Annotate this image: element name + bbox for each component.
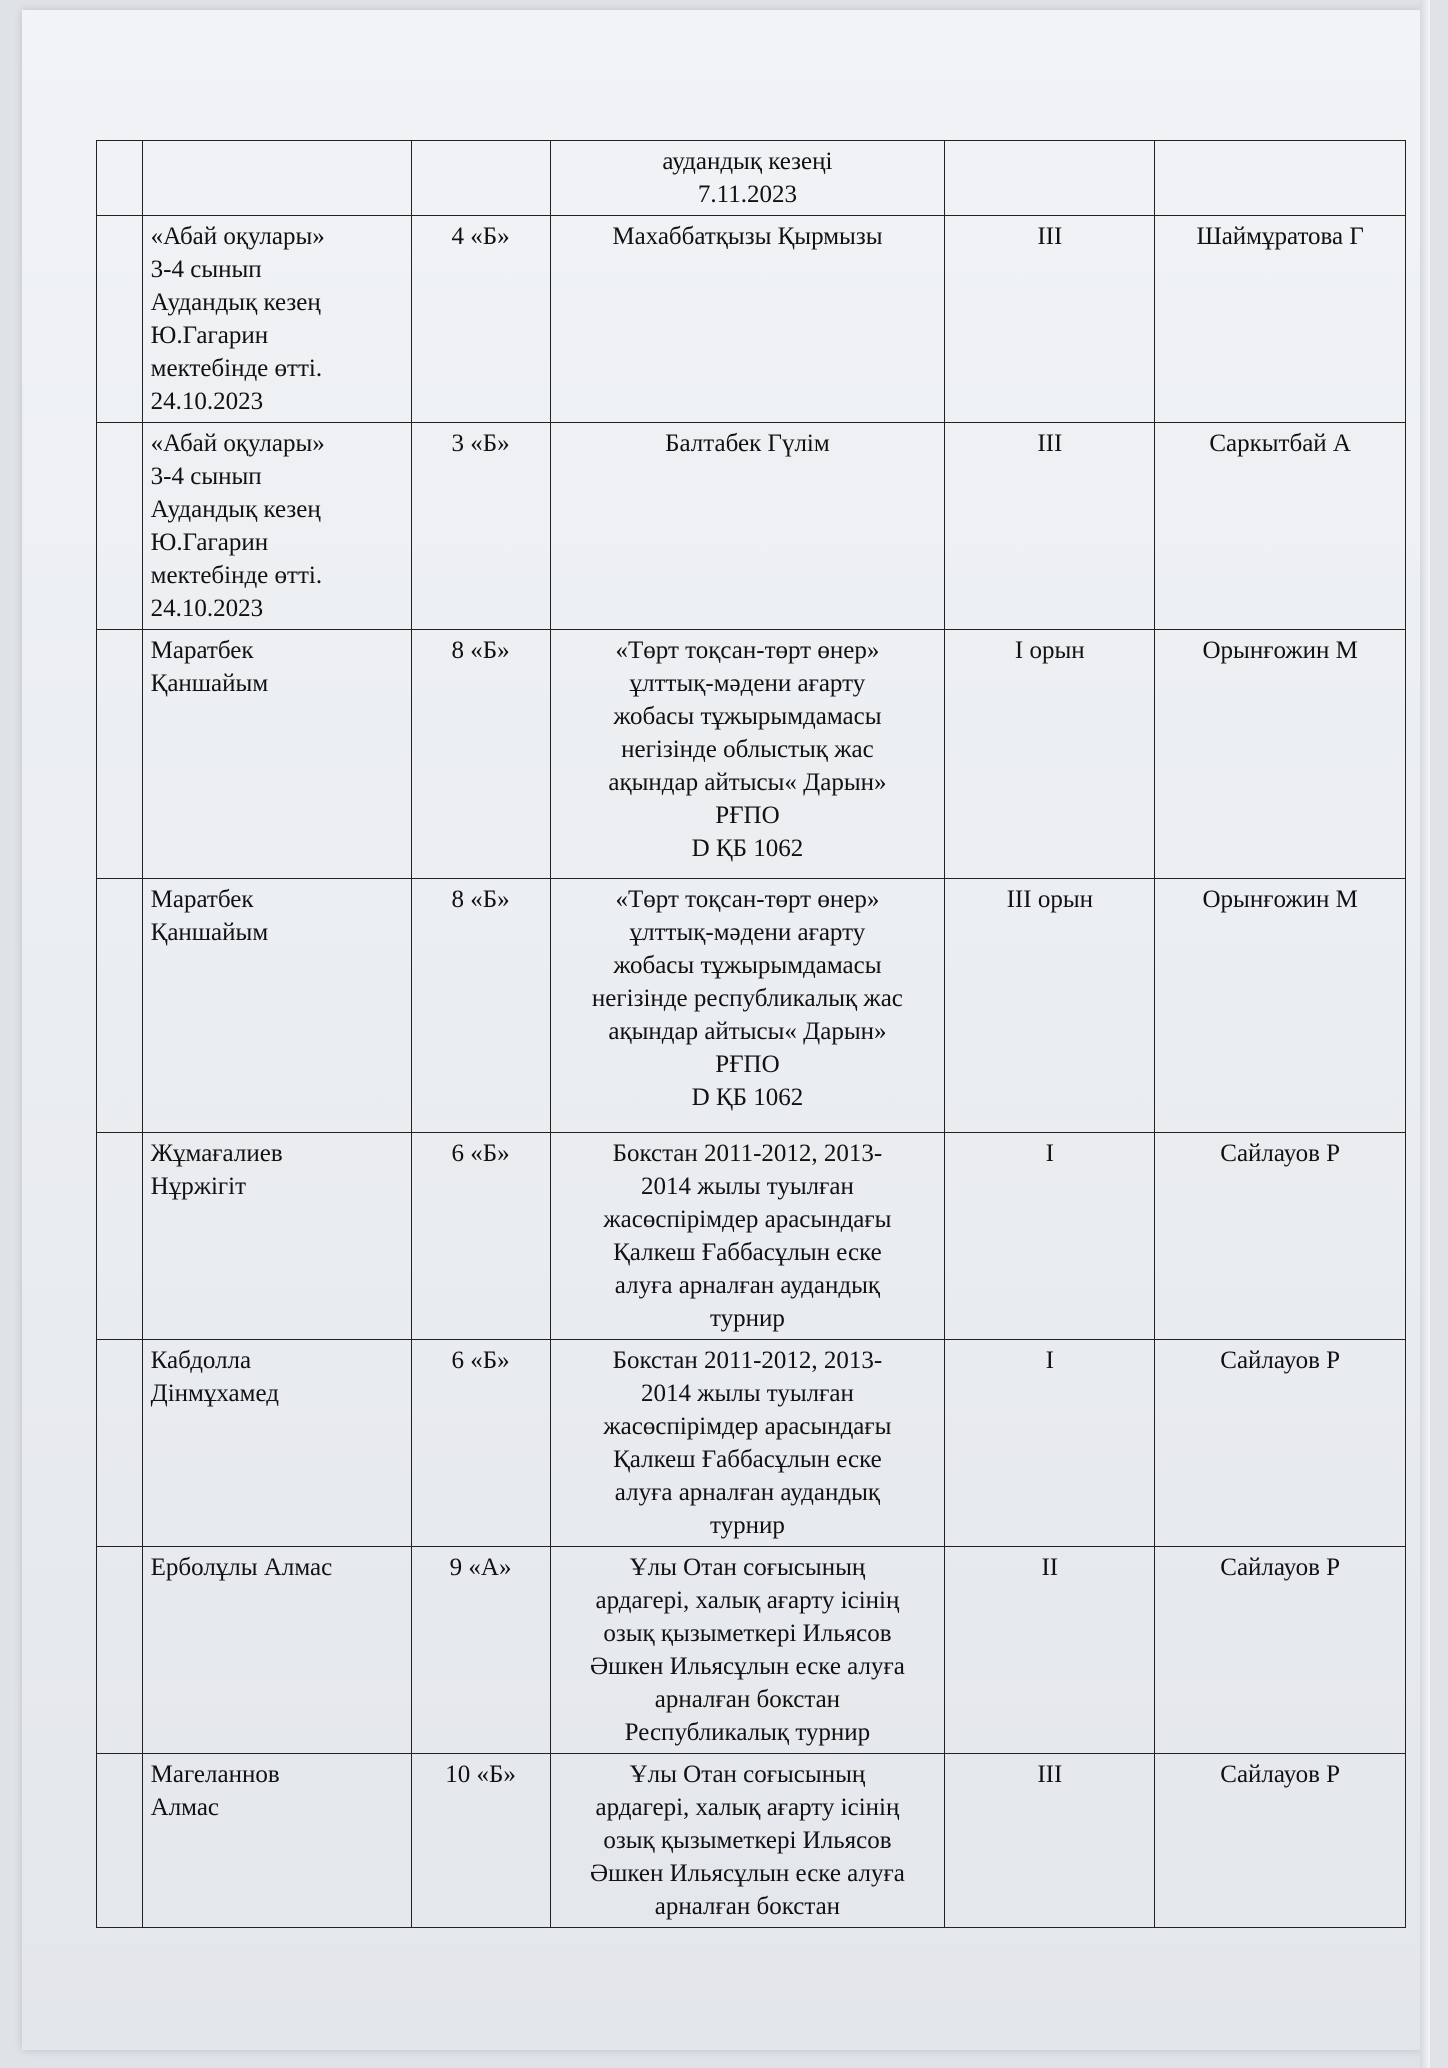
table-row (97, 216, 1406, 423)
name-line: Дінмұхамед (150, 1380, 279, 1407)
event-line: негізінде облыстық жас (621, 736, 874, 763)
event-cell (550, 141, 945, 216)
name-line: Маратбек (150, 886, 254, 913)
event-line: Қалкеш Ғаббасұлын еске (613, 1446, 882, 1473)
awards-table (96, 140, 1406, 1928)
table-row (97, 1340, 1406, 1547)
class-cell: 6 «Б» (411, 1133, 550, 1340)
name-line: мектебінде өтті. (150, 355, 323, 382)
number-cell (97, 1340, 143, 1547)
event-line: Балтабек Гүлім (665, 430, 830, 457)
teacher-cell: Саркытбай А (1155, 423, 1406, 630)
event-cell (550, 216, 945, 423)
name-line: Ерболұлы Алмас (150, 1554, 333, 1581)
event-cell (550, 423, 945, 630)
number-cell (97, 879, 143, 1133)
event-line: 2014 жылы туылған (640, 1380, 854, 1407)
class-cell: 6 «Б» (411, 1340, 550, 1547)
event-line: Махаббатқызы Қырмызы (612, 223, 883, 250)
student-cell (142, 630, 411, 879)
event-line: турнир (709, 1305, 785, 1332)
student-cell (142, 1547, 411, 1754)
table-row (97, 1754, 1406, 1928)
event-line: ақындар айтысы« Дарын» (608, 769, 887, 796)
place-cell: III (945, 216, 1155, 423)
name-line: Қаншайым (150, 919, 269, 946)
place-cell: III (945, 423, 1155, 630)
event-line: Бокстан 2011-2012, 2013- (612, 1347, 883, 1374)
place-cell: III орын (945, 879, 1155, 1133)
place-cell (945, 141, 1155, 216)
student-cell (142, 879, 411, 1133)
event-line: озық қызыметкері Ильясов (603, 1620, 892, 1647)
class-cell (411, 141, 550, 216)
event-line: ардагері, халық ағарту ісінің (595, 1794, 900, 1821)
place-cell: II (945, 1547, 1155, 1754)
event-line: ақындар айтысы« Дарын» (608, 1018, 887, 1045)
teacher-cell: Орынғожин М (1155, 879, 1406, 1133)
name-line: 3-4 сынып (150, 463, 262, 490)
class-cell: 8 «Б» (411, 630, 550, 879)
event-line: негізінде республикалық жас (591, 985, 903, 1012)
student-cell (142, 141, 411, 216)
teacher-cell: Орынғожин М (1155, 630, 1406, 879)
name-line: Қаншайым (150, 670, 269, 697)
name-line: Аудандық кезең (150, 496, 321, 523)
table-row (97, 879, 1406, 1133)
student-cell (142, 216, 411, 423)
teacher-cell: Сайлауов Р (1155, 1340, 1406, 1547)
name-line: Жұмағалиев (150, 1140, 283, 1167)
event-cell (550, 1754, 945, 1928)
name-line: Ю.Гагарин (150, 322, 269, 349)
event-line: 7.11.2023 (697, 181, 797, 208)
class-cell: 3 «Б» (411, 423, 550, 630)
name-line: Маратбек (150, 637, 254, 664)
class-cell: 9 «А» (411, 1547, 550, 1754)
name-line: Кабдолла (150, 1347, 252, 1374)
event-line: алуға арналған аудандық (614, 1272, 881, 1299)
student-cell (142, 1133, 411, 1340)
event-line: турнир (709, 1512, 785, 1539)
event-cell (550, 879, 945, 1133)
event-line: Бокстан 2011-2012, 2013- (612, 1140, 883, 1167)
event-line: «Төрт тоқсан-төрт өнер» (615, 886, 880, 913)
name-line: мектебінде өтті. (150, 562, 323, 589)
place-cell: I орын (945, 630, 1155, 879)
event-cell (550, 1547, 945, 1754)
event-line: ұлттық-мәдени ағарту (629, 919, 866, 946)
number-cell (97, 1754, 143, 1928)
student-cell (142, 423, 411, 630)
event-line: аудандық кезеңі (662, 148, 833, 175)
place-cell: III (945, 1754, 1155, 1928)
name-line: Ю.Гагарин (150, 529, 269, 556)
name-line: «Абай оқулары» (150, 223, 325, 250)
event-cell (550, 1340, 945, 1547)
event-line: алуға арналған аудандық (614, 1479, 881, 1506)
name-line: Алмас (150, 1794, 220, 1821)
event-line: Ұлы Отан соғысының (629, 1761, 866, 1788)
event-line: жобасы тұжырымдамасы (613, 952, 882, 979)
place-cell: I (945, 1133, 1155, 1340)
event-line: жасөспірімдер арасындағы (603, 1206, 892, 1233)
name-line: 24.10.2023 (150, 388, 264, 415)
number-cell (97, 630, 143, 879)
name-line: 3-4 сынып (150, 256, 262, 283)
table-row (97, 1547, 1406, 1754)
class-cell: 8 «Б» (411, 879, 550, 1133)
class-cell: 10 «Б» (411, 1754, 550, 1928)
event-line: Қалкеш Ғаббасұлын еске (613, 1239, 882, 1266)
event-line: Әшкен Ильясұлын еске алуға (590, 1653, 905, 1680)
teacher-cell (1155, 141, 1406, 216)
event-line: РҒПО (715, 1051, 780, 1078)
event-line: арналған бокстан (654, 1893, 841, 1920)
event-cell (550, 630, 945, 879)
event-cell (550, 1133, 945, 1340)
name-line: Нұржігіт (150, 1173, 247, 1200)
number-cell (97, 216, 143, 423)
table-row (97, 423, 1406, 630)
teacher-cell: Сайлауов Р (1155, 1754, 1406, 1928)
student-cell (142, 1340, 411, 1547)
event-line: РҒПО (715, 802, 780, 829)
table-row (97, 630, 1406, 879)
teacher-cell: Сайлауов Р (1155, 1547, 1406, 1754)
page-stack-edge (1420, 0, 1430, 2068)
event-line: жобасы тұжырымдамасы (613, 703, 882, 730)
number-cell (97, 1547, 143, 1754)
awards-table-body (97, 141, 1406, 1928)
name-line: Аудандық кезең (150, 289, 321, 316)
teacher-cell: Шаймұратова Г (1155, 216, 1406, 423)
event-line: ұлттық-мәдени ағарту (629, 670, 866, 697)
event-line: D ҚБ 1062 (691, 1084, 804, 1111)
table-row (97, 1133, 1406, 1340)
number-cell (97, 1133, 143, 1340)
event-line: Республикалық турнир (624, 1719, 871, 1746)
name-line: «Абай оқулары» (150, 430, 325, 457)
student-cell (142, 1754, 411, 1928)
event-line: Әшкен Ильясұлын еске алуға (590, 1860, 905, 1887)
number-cell (97, 141, 143, 216)
event-line: 2014 жылы туылған (640, 1173, 854, 1200)
class-cell: 4 «Б» (411, 216, 550, 423)
event-line: озық қызыметкері Ильясов (603, 1827, 892, 1854)
event-line: Ұлы Отан соғысының (629, 1554, 866, 1581)
teacher-cell: Сайлауов Р (1155, 1133, 1406, 1340)
number-cell (97, 423, 143, 630)
event-line: арналған бокстан (654, 1686, 841, 1713)
event-line: жасөспірімдер арасындағы (603, 1413, 892, 1440)
event-line: D ҚБ 1062 (691, 835, 804, 862)
event-line: «Төрт тоқсан-төрт өнер» (615, 637, 880, 664)
name-line: Магеланнов (150, 1761, 280, 1788)
name-line: 24.10.2023 (150, 595, 264, 622)
table-row (97, 141, 1406, 216)
place-cell: I (945, 1340, 1155, 1547)
event-line: ардагері, халық ағарту ісінің (595, 1587, 900, 1614)
